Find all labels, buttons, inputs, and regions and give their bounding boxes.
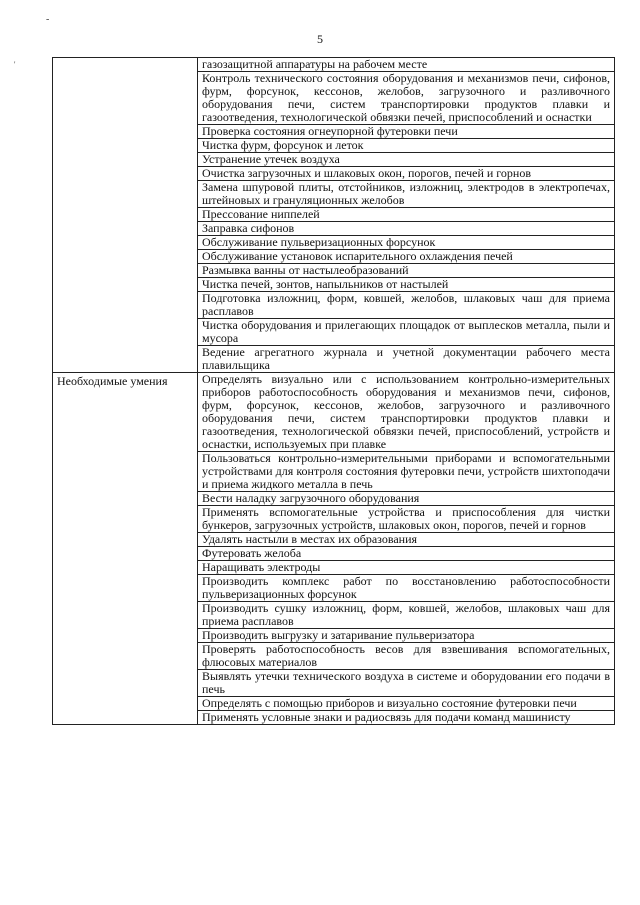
empty-label-cell — [53, 58, 198, 373]
knowledge-item: Проверка состояния огнеупорной футеровки печи — [198, 125, 615, 139]
skills-label-cell — [53, 373, 198, 725]
skill-item: Производить сушку изложниц, форм, ковшей, желобов, шлаковых чаш для приема расплавов — [198, 602, 615, 629]
skill-item: Производить выгрузку и затаривание пульверизатора — [198, 629, 615, 643]
knowledge-item: Ведение агрегатного журнала и учетной документации рабочего места плавильщика — [198, 346, 615, 373]
skill-item: Производить комплекс работ по восстановлению работоспособности пульверизационных форсунок — [198, 575, 615, 602]
knowledge-item: Очистка загрузочных и шлаковых окон, порогов, печей и горнов — [198, 167, 615, 181]
knowledge-item: Чистка печей, зонтов, напыльников от настылей — [198, 278, 615, 292]
knowledge-item: Обслуживание установок испарительного охлаждения печей — [198, 250, 615, 264]
skill-item: Вести наладку загрузочного оборудования — [198, 492, 615, 506]
scan-mark: ' — [14, 60, 16, 69]
skill-item: Выявлять утечки технического воздуха в системе и оборудовании его подачи в печь — [198, 670, 615, 697]
knowledge-item: Прессование ниппелей — [198, 208, 615, 222]
knowledge-item: Подготовка изложниц, форм, ковшей, желобов, шлаковых чаш для приема расплавов — [198, 292, 615, 319]
knowledge-item: Замена шпуровой плиты, отстойников, изложниц, электродов в электропечах, штейновых и грануляционных желобов — [198, 181, 615, 208]
knowledge-section — [53, 58, 615, 373]
skill-item: Проверять работоспособность весов для взвешивания вспомогательных, флюсовых материалов — [198, 643, 615, 670]
skill-item: Футеровать желоба — [198, 547, 615, 561]
skill-item: Применять вспомогательные устройства и приспособления для чистки бункеров, загрузочных устройств, шлаковых окон, порогов, печей и горнов — [198, 506, 615, 533]
skill-item: Определять визуально или с использованием контрольно-измерительных приборов работоспособность оборудования и механизмов печи, сифонов, фурм, форсунок, кессонов, желобов, загрузочного и разливочного оборудования печи, систем транспортировки продуктов плавки и газоотведения, технологической обвязки печей, приспособлений, устройств и оснастки, используемых при плавке — [198, 373, 615, 452]
page-number: 5 — [317, 32, 323, 46]
skill-item: Пользоваться контрольно-измерительными приборами и вспомогательными устройствами для контроля состояния футеровки печи, устройств шихтоподачи и приема жидкого металла в печь — [198, 452, 615, 492]
skill-item: Применять условные знаки и радиосвязь для подачи команд машинисту — [198, 711, 615, 725]
knowledge-item: Заправка сифонов — [198, 222, 615, 236]
knowledge-item: Чистка оборудования и прилегающих площадок от выплесков металла, пыли и мусора — [198, 319, 615, 346]
scan-mark: - — [46, 14, 50, 25]
skill-item: Определять с помощью приборов и визуально состояние футеровки печи — [198, 697, 615, 711]
knowledge-item: Контроль технического состояния оборудования и механизмов печи, сифонов, фурм, форсунок, кессонов, желобов, загрузочного и разливочного оборудования печи, систем транспортировки продуктов плавки и газоотведения, технологической обвязки печей, приспособлений и оснастки — [198, 72, 615, 125]
knowledge-item: Размывка ванны от настылеобразований — [198, 264, 615, 278]
skill-item: Удалять настыли в местах их образования — [198, 533, 615, 547]
table-row — [53, 373, 615, 452]
skills-section — [53, 373, 615, 725]
knowledge-item: Чистка фурм, форсунок и леток — [198, 139, 615, 153]
knowledge-item: газозащитной аппаратуры на рабочем месте — [198, 58, 615, 72]
table-row — [53, 58, 615, 72]
competency-table — [52, 57, 615, 725]
knowledge-item: Обслуживание пульверизационных форсунок — [198, 236, 615, 250]
skills-label: Необходимые умения — [57, 374, 168, 388]
skill-item: Наращивать электроды — [198, 561, 615, 575]
knowledge-item: Устранение утечек воздуха — [198, 153, 615, 167]
